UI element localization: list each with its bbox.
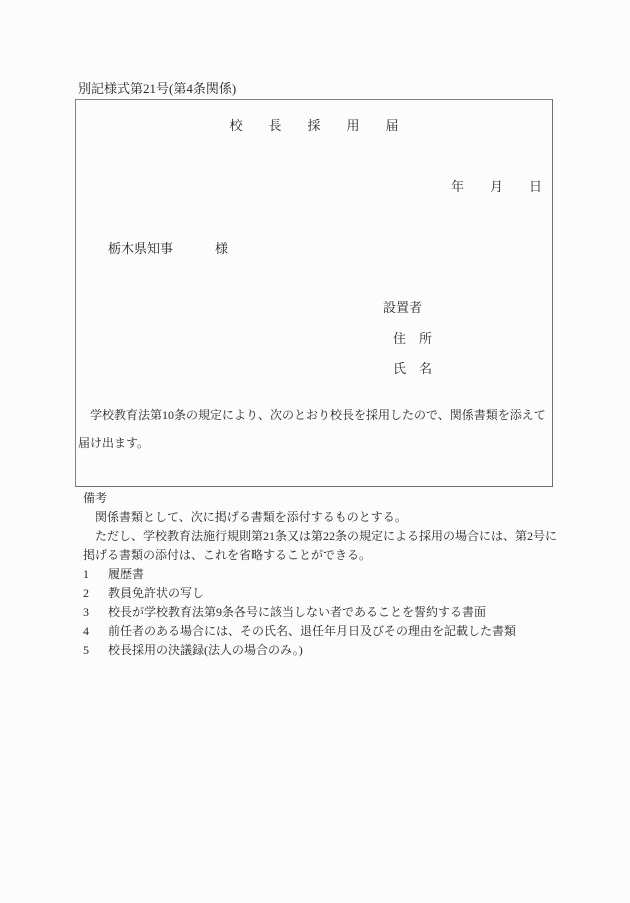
- remarks-line: 関係書類として、次に掲げる書類を添付するものとする。: [83, 510, 407, 524]
- item-text: 教員免許状の写し: [108, 586, 205, 600]
- address-field-label: 住 所: [393, 331, 433, 346]
- name-field-label: 氏 名: [393, 361, 433, 376]
- founder-label: 設置者: [383, 300, 423, 315]
- body-line: 学校教育法第10条の規定により、次のとおり校長を採用したので、関係書類を添えて: [78, 408, 546, 422]
- item-text: 校長が学校教育法第9条各号に該当しない者であることを誓約する書面: [108, 605, 487, 619]
- item-text: 前任者のある場合には、その氏名、退任年月日及びその理由を記載した書類: [108, 624, 517, 638]
- remarks-item: [83, 565, 557, 584]
- item-text: 履歴書: [108, 567, 145, 581]
- item-number: 1: [83, 567, 89, 581]
- remarks-line: 掲げる書類の添付は、これを省略することができる。: [83, 548, 372, 562]
- item-number: 4: [83, 624, 89, 638]
- remarks-section: [83, 489, 557, 660]
- form-box: [75, 99, 553, 487]
- remarks-heading: 備考: [83, 491, 108, 505]
- remarks-item: [83, 641, 557, 660]
- remarks-item: [83, 584, 557, 603]
- body-paragraph: [78, 401, 550, 457]
- item-number: 3: [83, 605, 89, 619]
- item-number: 2: [83, 586, 89, 600]
- form-title: 校 長 採 用 届: [229, 118, 399, 133]
- item-text: 校長採用の決議録(法人の場合のみ。): [108, 643, 303, 657]
- addressee-honorific: 様: [215, 241, 229, 256]
- date-line: 年 月 日: [450, 179, 542, 194]
- item-number: 5: [83, 643, 89, 657]
- remarks-item: [83, 622, 557, 641]
- form-number-label: 別記様式第21号(第4条関係): [78, 81, 237, 96]
- addressee-row: [108, 242, 228, 255]
- remarks-item: [83, 603, 557, 622]
- body-line: 届け出ます。: [78, 436, 150, 450]
- remarks-line: ただし、学校教育法施行規則第21条又は第22条の規定による採用の場合には、第2号に: [83, 529, 558, 543]
- addressee-name: 栃木県知事: [108, 241, 174, 256]
